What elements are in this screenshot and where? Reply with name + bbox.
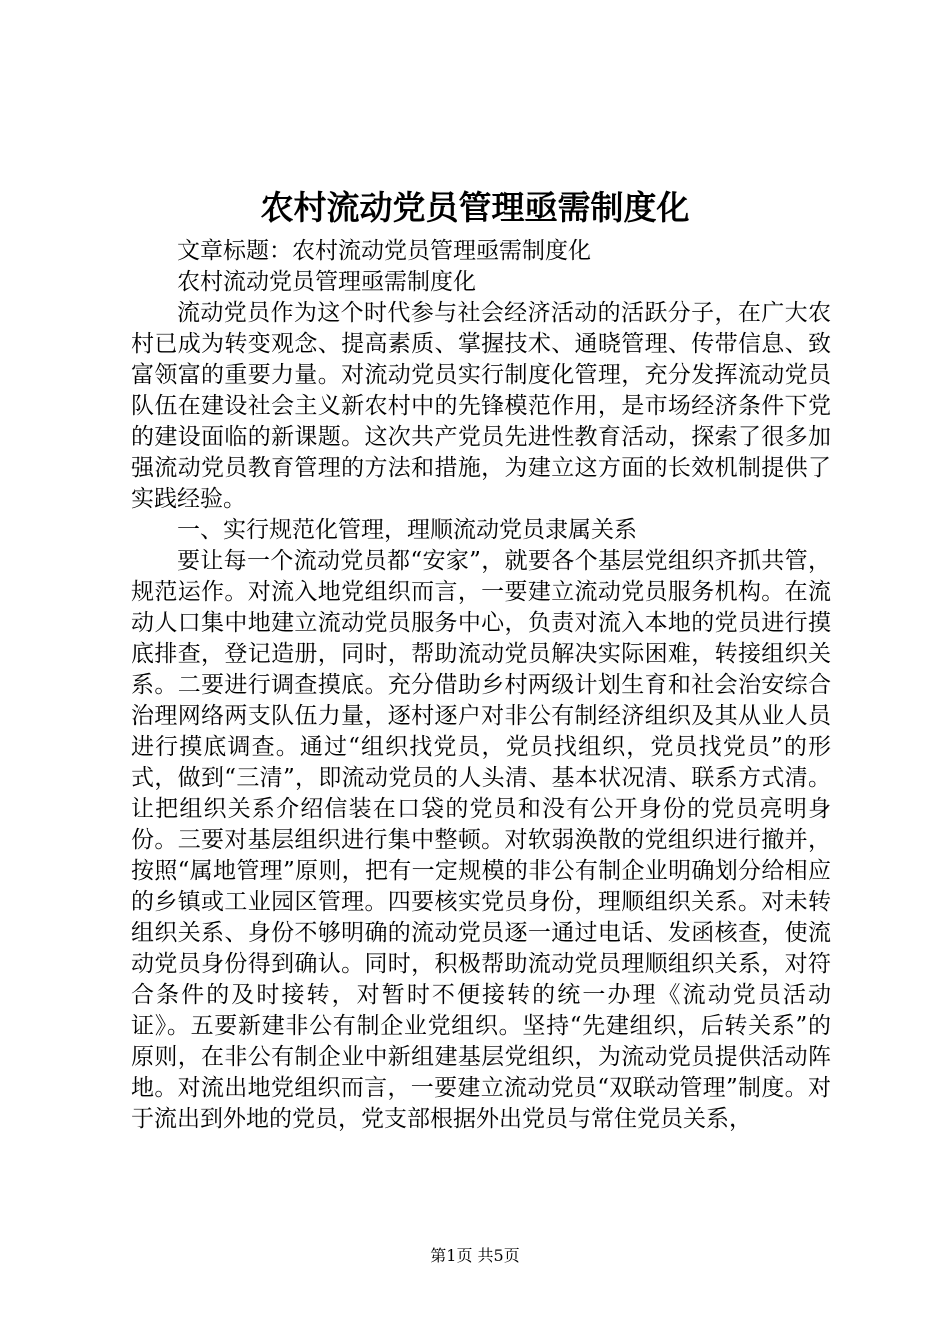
body-paragraph: 要让每一个流动党员都“安家”，就要各个基层党组织齐抓共管，规范运作。对流入地党组织而言，一要建立流动党员服务机构。在流动人口集中地建立流动党员服务中心，负责对流入本地的党员进行摸底排查，登记造册，同时，帮助流动党员解决实际困难，转接组织关系。二要进行调查摸底。充分借助乡村两级计划生育和社会治安综合治理网络两支队伍力量，逐村逐户对非公有制经济组织及其从业人员进行摸底调查。通过“组织找党员，党员找组织，党员找党员”的形式，做到“三清”，即流动党员的人头清、基本状况清、联系方式清。让把组织关系介绍信装在口袋的党员和没有公开身份的党员亮明身份。三要对基层组织进行集中整顿。对软弱涣散的党组织进行撤并，按照“属地管理”原则，把有一定规模的非公有制企业明确划分给相应的乡镇或工业园区管理。四要核实党员身份，理顺组织关系。对未转组织关系、身份不够明确的流动党员逐一通过电话、发函核查，使流动党员身份得到确认。同时，积极帮助流动党员理顺组织关系，对符合条件的及时接转，对暂时不便接转的统一办理《流动党员活动证》。五要新建非公有制企业党组织。坚持“先建组织，后转关系”的原则，在非公有制企业中新组建基层党组织，为流动党员提供活动阵地。对流出地党组织而言，一要建立流动党员“双联动管理”制度。对于流出到外地的党员，党支部根据外出党员与常住党员关系， [131,548,831,1132]
article-title-line: 文章标题：农村流动党员管理亟需制度化 [177,238,591,264]
intro-paragraph: 流动党员作为这个时代参与社会经济活动的活跃分子，在广大农村已成为转变观念、提高素质、掌握技术、通晓管理、传带信息、致富领富的重要力量。对流动党员实行制度化管理，充分发挥流动党员队伍在建设社会主义新农村中的先锋模范作用，是市场经济条件下党的建设面临的新课题。这次共产党员先进性教育活动，探索了很多加强流动党员教育管理的方法和措施，为建立这方面的长效机制提供了实践经验。 [131,300,831,512]
document-title: 农村流动党员管理亟需制度化 [260,188,690,227]
page-footer: 第1页 共5页 [430,1246,520,1265]
subtitle-line: 农村流动党员管理亟需制度化 [177,269,476,295]
section-heading: 一、实行规范化管理，理顺流动党员隶属关系 [177,517,637,543]
document-body [131,236,831,1135]
